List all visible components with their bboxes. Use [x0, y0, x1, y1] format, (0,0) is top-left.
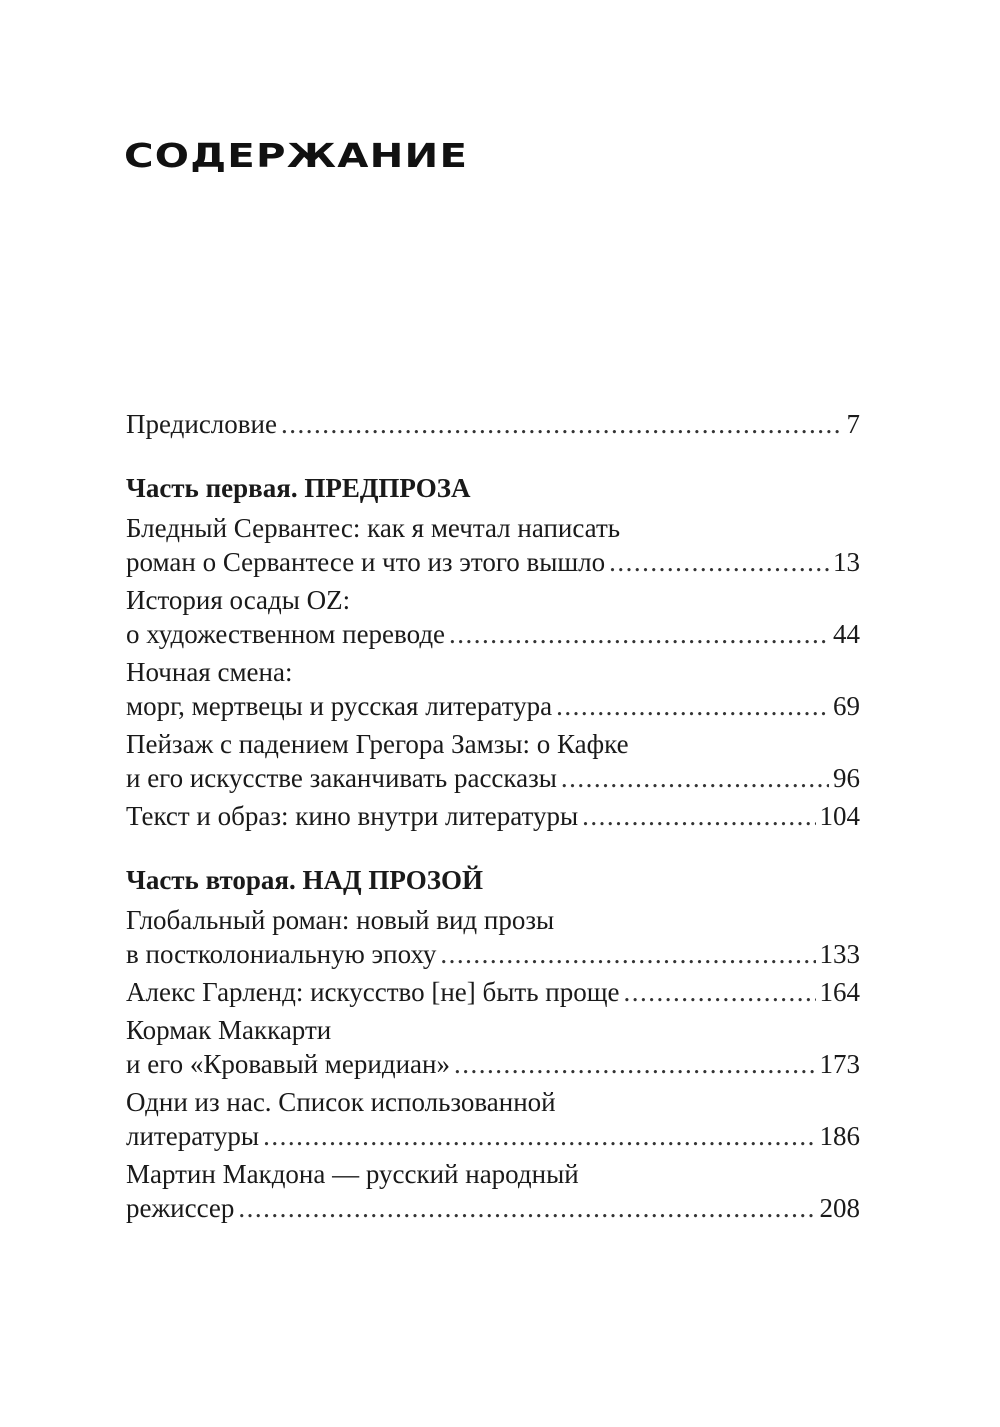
toc-entry-line: и его искусстве заканчивать рассказы — [126, 763, 557, 793]
page-number: 69 — [833, 691, 860, 721]
toc-entry-line: Ночная смена: — [126, 657, 293, 687]
dot-leader — [609, 545, 829, 579]
toc-entry-line: Пейзаж с падением Грегора Замзы: о Кафке — [126, 729, 629, 759]
toc-entry-line: Одни из нас. Список использованной — [126, 1087, 556, 1117]
toc-entry-line: История осады OZ: — [126, 585, 351, 615]
toc-entry — [126, 975, 860, 1009]
toc-entry-line: литературы — [126, 1121, 260, 1151]
dot-leader — [281, 407, 843, 441]
toc-entry — [126, 1157, 860, 1225]
toc-entry-line: Глобальный роман: новый вид прозы — [126, 905, 555, 935]
dot-leader — [454, 1047, 816, 1081]
page-number: 13 — [833, 547, 860, 577]
toc-entry-line: в постколониальную эпоху — [126, 939, 437, 969]
page-title: СОДЕРЖАНИЕ — [124, 136, 469, 175]
toc-entry — [126, 903, 860, 971]
page-number: 208 — [819, 1193, 860, 1223]
dot-leader — [582, 799, 815, 833]
toc-entry — [126, 511, 860, 579]
dot-leader — [263, 1119, 815, 1153]
toc-entry — [126, 1013, 860, 1081]
dot-leader — [561, 761, 829, 795]
toc-entry-line: Алекс Гарленд: искусство [не] быть проще — [126, 977, 620, 1007]
dot-leader — [623, 975, 815, 1009]
dot-leader — [556, 689, 829, 723]
toc-entry — [126, 583, 860, 651]
part-heading-2: Часть вторая. НАД ПРОЗОЙ — [126, 865, 483, 895]
page-number: 186 — [819, 1121, 860, 1151]
page-number: 96 — [833, 763, 860, 793]
toc-entry-line: Мартин Макдона — русский народный — [126, 1159, 579, 1189]
toc-entry-line: Бледный Сервантес: как я мечтал написать — [126, 513, 621, 543]
page-number: 44 — [833, 619, 860, 649]
table-of-contents — [126, 407, 860, 1229]
toc-entry-line: морг, мертвецы и русская литература — [126, 691, 553, 721]
page-number: 104 — [819, 801, 860, 831]
page-number: 173 — [819, 1049, 860, 1079]
page-number: 164 — [819, 977, 860, 1007]
page-number: 133 — [819, 939, 860, 969]
toc-entry — [126, 799, 860, 833]
toc-entry-line: о художественном переводе — [126, 619, 446, 649]
toc-entry — [126, 727, 860, 795]
dot-leader — [440, 937, 815, 971]
toc-entry-line: Кормак Маккарти — [126, 1015, 332, 1045]
toc-entry-preface — [126, 407, 860, 441]
toc-entry-line: и его «Кровавый меридиан» — [126, 1049, 450, 1079]
page-number: 7 — [846, 409, 860, 439]
dot-leader — [238, 1191, 815, 1225]
toc-entry-line: режиссер — [126, 1193, 235, 1223]
dot-leader — [449, 617, 829, 651]
toc-entry-title: Предисловие — [126, 409, 277, 439]
part-heading-1: Часть первая. ПРЕДПРОЗА — [126, 473, 471, 503]
toc-entry-line: роман о Сервантесе и что из этого вышло — [126, 547, 606, 577]
toc-entry — [126, 1085, 860, 1153]
toc-entry — [126, 655, 860, 723]
toc-entry-line: Текст и образ: кино внутри литературы — [126, 801, 579, 831]
